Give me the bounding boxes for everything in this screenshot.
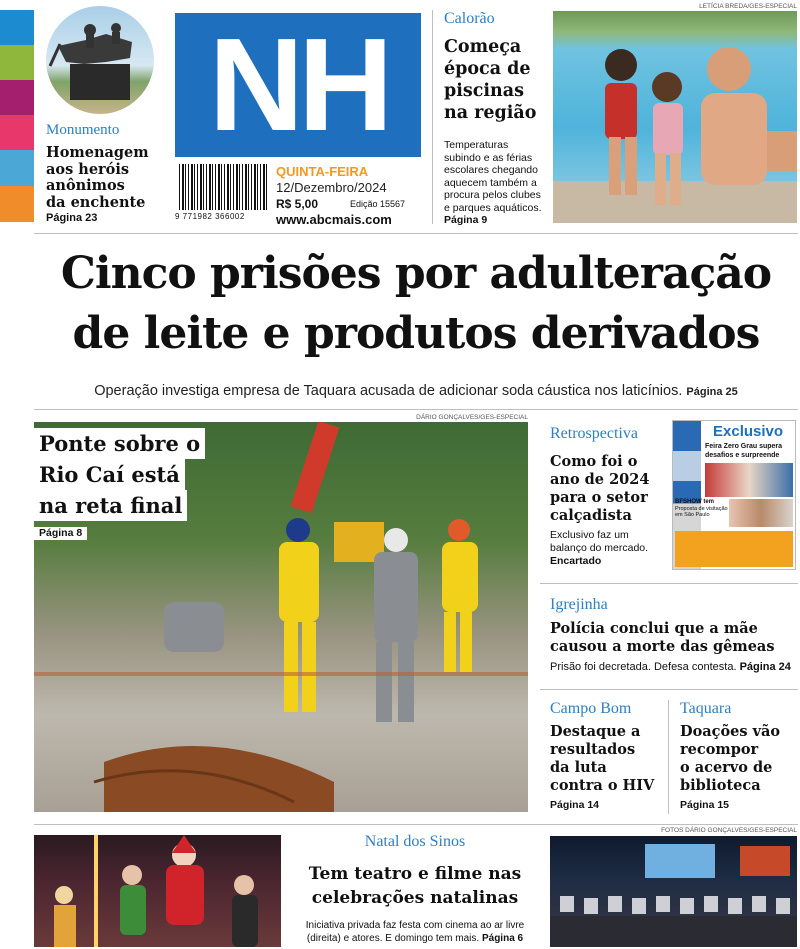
headline-line: recompor — [680, 741, 759, 758]
thumb-box-text: BFSHOW tem — [675, 499, 714, 505]
thumb-banner — [675, 531, 793, 567]
thumb-title: Exclusivo — [713, 423, 784, 440]
nh-logo-text: NH — [208, 11, 388, 158]
igrejinha-kicker: Igrejinha — [550, 596, 608, 613]
photo-credit: FOTOS DÁRIO GONÇALVES/GES-ESPECIAL — [661, 827, 797, 834]
headline-line: Polícia conclui que a mãe — [550, 620, 758, 637]
thumb-box-text: em São Paulo — [675, 512, 710, 518]
headline-line: causou a morte das gêmeas — [550, 638, 775, 655]
headline-line: Começa — [444, 37, 522, 57]
headline-line: contra o HIV — [550, 777, 655, 794]
pool-photo[interactable] — [553, 11, 797, 223]
natal-summary — [288, 920, 542, 945]
headline-line: celebrações natalinas — [311, 888, 519, 908]
retro-insert: Encartado — [550, 555, 602, 567]
natal-kicker: Natal dos Sinos — [364, 833, 466, 850]
outdoor-cinema-photo[interactable] — [550, 836, 797, 947]
main-subhead — [34, 383, 798, 399]
igrejinha-headline[interactable] — [550, 620, 775, 656]
nh-logo[interactable] — [175, 13, 421, 157]
color-tab — [0, 80, 34, 115]
photo-story-headline-box[interactable] — [34, 428, 205, 540]
divider — [34, 233, 798, 234]
exclusivo-thumbnail[interactable] — [672, 420, 796, 570]
headline-line: Doações vão — [680, 723, 781, 740]
headline-line: Destaque a — [550, 723, 641, 740]
color-tab — [0, 186, 34, 222]
summary-line: procura pelos clubes — [444, 189, 541, 201]
taquara-kicker: Taquara — [680, 700, 732, 717]
photo-credit: LETÍCIA BREDA/GES-ESPECIAL — [699, 3, 797, 10]
barcode — [179, 164, 267, 210]
edition-number: Edição 15567 — [350, 199, 406, 209]
divider — [540, 689, 798, 690]
thumb-line: desafios e surpreende — [705, 452, 780, 459]
retro-headline[interactable] — [550, 453, 649, 525]
headline-line: para o setor — [550, 489, 648, 506]
summary-line: escolares chegando — [444, 164, 538, 176]
thumb-line: Feira Zero Grau supera — [705, 443, 783, 450]
summary-line: e parques aquáticos. — [444, 201, 542, 214]
website-link[interactable]: www.abcmais.com — [276, 212, 392, 227]
thumb-photo — [729, 499, 793, 527]
retro-summary — [550, 529, 648, 568]
igrejinha-page: Página 24 — [739, 661, 791, 673]
santa-theater-photo[interactable] — [34, 835, 281, 947]
summary-line: Temperaturas — [444, 139, 509, 151]
calorao-page: Página 9 — [444, 214, 488, 226]
headline-line: da enchente — [46, 193, 146, 211]
edition-date: 12/Dezembro/2024 — [276, 180, 387, 195]
igrejinha-summary — [550, 661, 791, 674]
color-tab — [0, 150, 34, 186]
monument-headline[interactable] — [46, 145, 149, 211]
headline-line: calçadista — [550, 507, 632, 524]
campo-bom-headline[interactable] — [550, 723, 654, 795]
calorao-headline[interactable] — [444, 36, 536, 124]
summary-line: (direita) e atores. E domingo tem mais. — [306, 932, 480, 944]
divider — [432, 10, 433, 224]
weekday: QUINTA-FEIRA — [276, 164, 369, 179]
headline-line: aos heróis — [46, 160, 130, 178]
subhead-text: Operação investiga empresa de Taquara acusada de adicionar soda cáustica nos laticínios. — [94, 383, 683, 399]
calorao-kicker: Calorão — [444, 10, 495, 27]
retro-kicker: Retrospectiva — [550, 425, 638, 442]
taquara-page: Página 15 — [680, 799, 730, 811]
photo-story-headline — [34, 428, 205, 521]
campo-bom-kicker: Campo Bom — [550, 700, 632, 717]
section-color-tabs — [0, 10, 34, 222]
headline-line: Ponte sobre o — [34, 428, 205, 459]
headline-line: Rio Caí está — [34, 459, 185, 490]
headline-line: o acervo de — [680, 759, 773, 776]
summary-line: subindo e as férias — [444, 151, 533, 164]
headline-line: biblioteca — [680, 777, 761, 794]
color-tab — [0, 115, 34, 150]
headline-line: Cinco prisões por adulteração — [60, 248, 772, 299]
headline-line: piscinas — [444, 81, 524, 101]
summary-text: Prisão foi decretada. Defesa contesta. — [550, 661, 737, 673]
monument-sculpture-icon — [46, 6, 154, 114]
thumb-box-text: Proposta de visitação — [675, 506, 728, 512]
headline-line: Como foi o — [550, 453, 638, 470]
summary-line: aquecem também a — [444, 176, 537, 189]
price: R$ 5,00 — [276, 197, 319, 211]
cinema-crowd-illustration — [550, 836, 797, 947]
headline-line: resultados — [550, 741, 636, 758]
natal-page: Página 6 — [481, 932, 524, 944]
headline-line: anônimos — [46, 177, 125, 194]
pool-family-illustration — [553, 11, 797, 223]
headline-line: época de — [444, 59, 531, 79]
monument-photo[interactable] — [46, 6, 154, 114]
headline-line: na região — [444, 103, 537, 123]
taquara-headline[interactable] — [680, 723, 780, 795]
calorao-summary — [444, 139, 541, 227]
christmas-actors-illustration — [34, 835, 281, 947]
main-headline[interactable] — [34, 244, 798, 364]
color-tab — [0, 10, 34, 45]
summary-line: Exclusivo faz um — [550, 529, 629, 541]
divider — [540, 583, 798, 584]
photo-credit: DÁRIO GONÇALVES/GES-ESPECIAL — [416, 414, 528, 421]
headline-line: da luta — [550, 759, 607, 776]
natal-headline[interactable] — [286, 862, 544, 910]
summary-line: balanço do mercado. — [550, 542, 649, 554]
monument-kicker: Monumento — [46, 122, 120, 138]
campo-bom-page: Página 14 — [550, 799, 600, 811]
headline-line: Tem teatro e filme nas — [308, 864, 522, 884]
thumb-photo — [705, 463, 793, 497]
barcode-number: 9 771982 366002 — [175, 212, 245, 221]
color-tab — [0, 45, 34, 80]
divider — [34, 409, 798, 410]
headline-line: na reta final — [34, 490, 187, 521]
divider — [34, 824, 798, 825]
summary-line: Iniciativa privada faz festa com cinema ao ar livre — [305, 920, 525, 931]
headline-line: ano de 2024 — [550, 471, 650, 488]
divider — [668, 700, 669, 814]
headline-line: de leite e produtos derivados — [72, 308, 760, 359]
photo-story-page: Página 8 — [34, 527, 87, 540]
monument-page: Página 23 — [46, 212, 98, 224]
main-page: Página 25 — [686, 386, 738, 398]
headline-line: Homenagem — [46, 144, 149, 161]
